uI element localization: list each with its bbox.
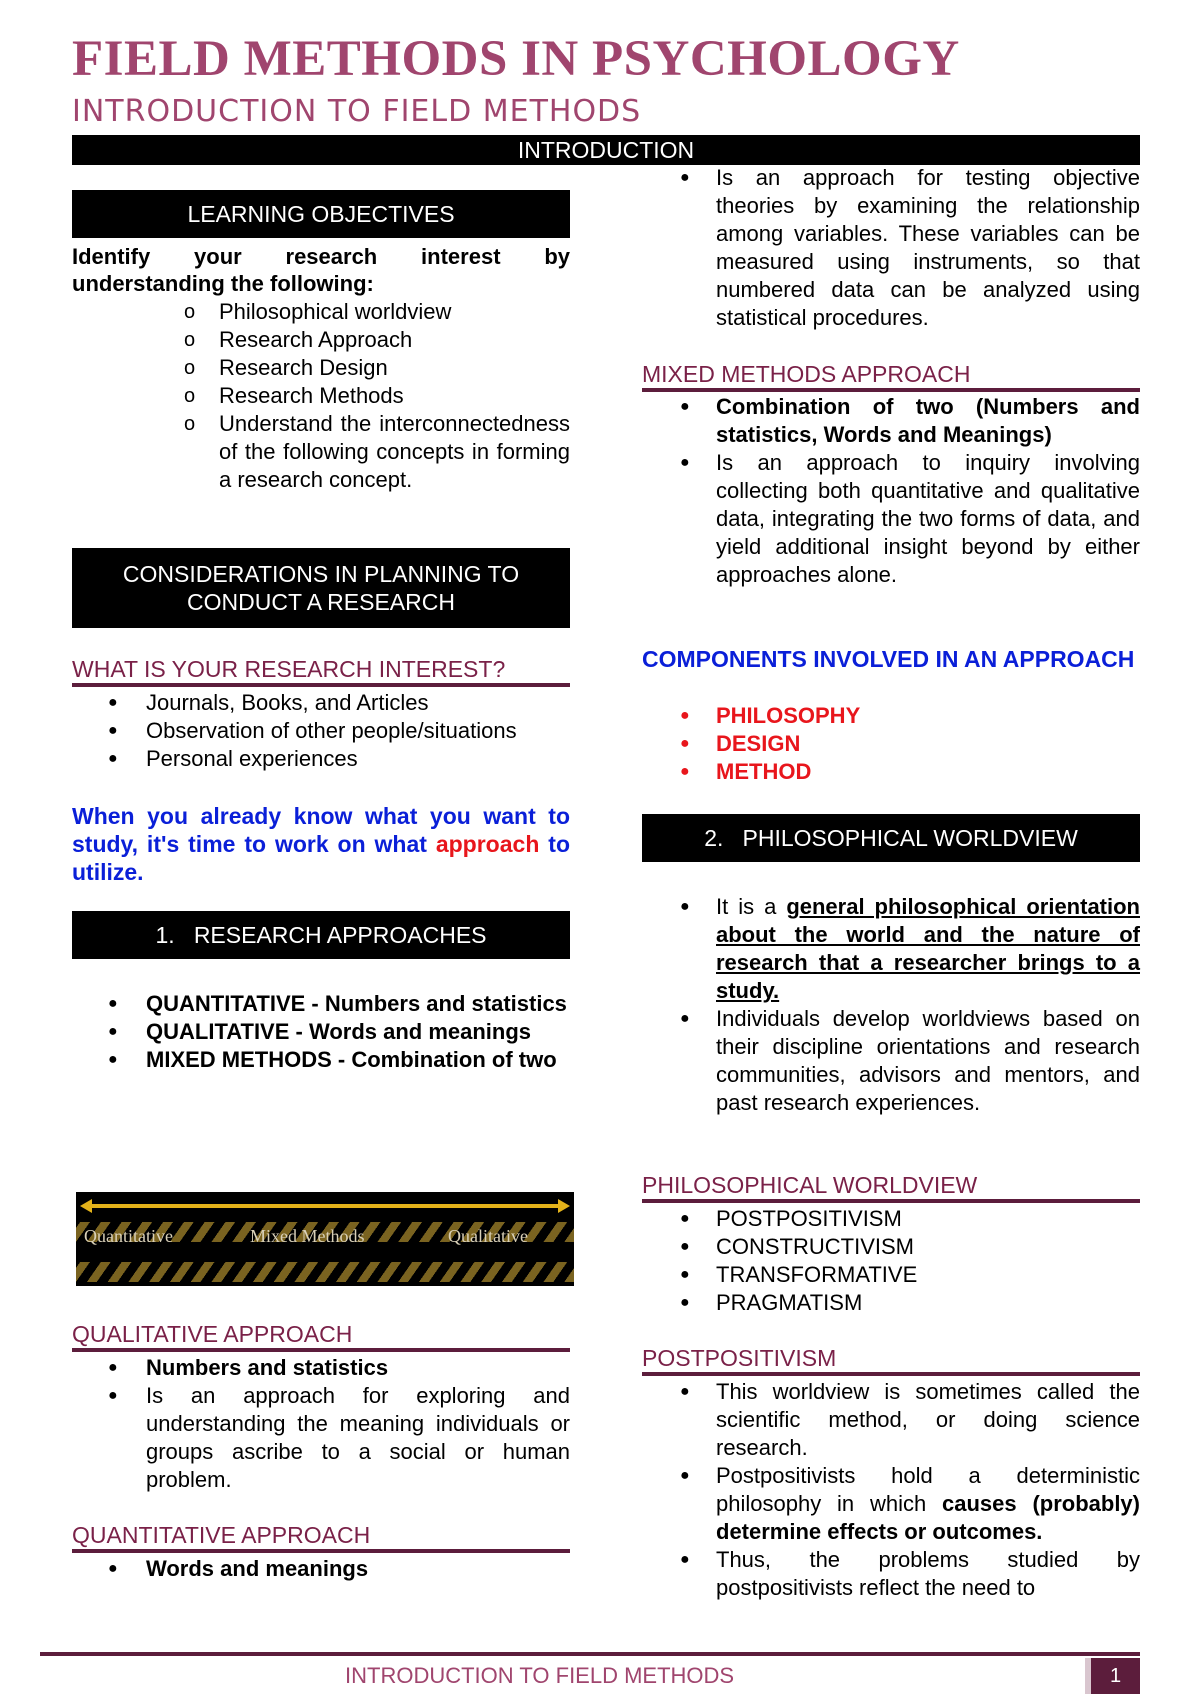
list-item: o Understand the interconnectedness of the following concepts in forming a research concept. (72, 410, 570, 494)
list-item: ● QUALITATIVE - Words and meanings (72, 1018, 570, 1046)
quantitative-description-list (642, 164, 1140, 332)
worldviews-heading: PHILOSOPHICAL WORLDVIEW (642, 1172, 1140, 1203)
postpositivism-list (642, 1378, 1140, 1602)
footer-divider (40, 1652, 1140, 1656)
list-item: ● Journals, Books, and Articles (72, 689, 570, 717)
research-approaches-list (72, 990, 570, 1074)
list-item: ● This worldview is sometimes called the scientific method, or doing science research. (642, 1378, 1140, 1462)
learning-objectives-box (72, 190, 570, 238)
list-item: o Philosophical worldview (72, 298, 570, 326)
list-item: ● Personal experiences (72, 745, 570, 773)
list-item: ● Numbers and statistics (72, 1354, 570, 1382)
list-item: o Research Approach (72, 326, 570, 354)
postpositivism-text: Postpositivists hold a deterministic philosophy in which (716, 1463, 1140, 1516)
postpositivism-heading: POSTPOSITIVISM (642, 1345, 1140, 1376)
research-approaches-title: 1. RESEARCH APPROACHES (155, 922, 487, 948)
qualitative-heading: QUALITATIVE APPROACH (72, 1321, 570, 1352)
arrow-right-icon (558, 1199, 570, 1213)
list-item: ● PHILOSOPHY (642, 702, 1140, 730)
qualitative-list (72, 1354, 570, 1494)
quantitative-list (72, 1555, 570, 1583)
worldviews-list (642, 1205, 1140, 1317)
list-item: ● TRANSFORMATIVE (642, 1261, 1140, 1289)
list-item: o Research Methods (72, 382, 570, 410)
list-item: ● Words and meanings (72, 1555, 570, 1583)
research-interest-list (72, 689, 570, 773)
page-number: 1 (1085, 1658, 1140, 1694)
list-item: ● METHOD (642, 758, 1140, 786)
callout-highlight: approach (435, 831, 540, 857)
considerations-title: CONSIDERATIONS IN PLANNING TO CONDUCT A RESEARCH (122, 561, 520, 615)
list-item: ● Observation of other people/situations (72, 717, 570, 745)
list-item: ● MIXED METHODS - Combination of two (72, 1046, 570, 1074)
list-item: ● CONSTRUCTIVISM (642, 1233, 1140, 1261)
arrow-left-icon (80, 1199, 92, 1213)
list-item: ● DESIGN (642, 730, 1140, 758)
worldview-desc-prefix: It is a (716, 894, 787, 919)
research-interest-heading: WHAT IS YOUR RESEARCH INTEREST? (72, 656, 570, 687)
list-item (642, 1462, 1140, 1546)
document-title: FIELD METHODS IN PSYCHOLOGY (72, 31, 960, 87)
diagram-stripe (76, 1262, 574, 1282)
learning-objectives-list (72, 298, 570, 494)
philosophical-worldview-box (642, 814, 1140, 862)
diagram-label-qualitative: Qualitative (448, 1226, 528, 1246)
components-heading: COMPONENTS INVOLVED IN AN APPROACH (642, 646, 1135, 672)
footer-title: INTRODUCTION TO FIELD METHODS (345, 1663, 735, 1688)
philosophical-worldview-title: 2. PHILOSOPHICAL WORLDVIEW (704, 825, 1078, 851)
introduction-bar: INTRODUCTION (72, 135, 1140, 165)
list-item: ● Individuals develop worldviews based on their discipline orientations and research communities, advisors and mentors, and past research experiences. (642, 1005, 1140, 1117)
document-subtitle: INTRODUCTION TO FIELD METHODS (72, 94, 642, 129)
approach-continuum-diagram (76, 1192, 574, 1286)
worldview-definition: general philosophical orientation about the world and the nature of research that a researcher brings to a study. (716, 894, 1140, 1003)
diagram-label-mixed: Mixed Methods (250, 1226, 365, 1246)
approach-callout (72, 802, 570, 886)
list-item: ● Is an approach for testing objective theories by examining the relationship among variables. These variables can be measured using instruments, so that numbered data can be analyzed using statistical procedures. (642, 164, 1140, 332)
quantitative-heading: QUANTITATIVE APPROACH (72, 1522, 570, 1553)
continuum-line (86, 1204, 564, 1208)
list-item: o Research Design (72, 354, 570, 382)
list-item: ● PRAGMATISM (642, 1289, 1140, 1317)
learning-objectives-title: LEARNING OBJECTIVES (187, 201, 455, 227)
components-list (642, 702, 1140, 786)
worldview-description-list (642, 893, 1140, 1117)
learning-objectives-lead: Identify your research interest by understanding the following: (72, 244, 570, 296)
list-item: ● QUANTITATIVE - Numbers and statistics (72, 990, 570, 1018)
list-item: ● Is an approach to inquiry involving collecting both quantitative and qualitative data, integrating the two forms of data, and yield additional insight beyond by either approaches alone. (642, 449, 1140, 589)
list-item: ● POSTPOSITIVISM (642, 1205, 1140, 1233)
callout-text-end: to utilize. (72, 831, 570, 885)
list-item: ● Combination of two (Numbers and statistics, Words and Meanings) (642, 393, 1140, 449)
callout-text: When you already know what you want to study, it's time to work on what (72, 803, 570, 857)
diagram-label-quantitative: Quantitative (84, 1226, 173, 1246)
considerations-box (72, 548, 570, 628)
list-item: ● Is an approach for exploring and understanding the meaning individuals or groups ascribe to a social or human problem. (72, 1382, 570, 1494)
list-item: ● Thus, the problems studied by postpositivists reflect the need to (642, 1546, 1140, 1602)
list-item (642, 893, 1140, 1005)
mixed-methods-list (642, 393, 1140, 589)
postpositivism-emphasis: causes (probably) determine effects or outcomes. (716, 1491, 1140, 1544)
research-approaches-box (72, 911, 570, 959)
mixed-methods-heading: MIXED METHODS APPROACH (642, 361, 1140, 392)
